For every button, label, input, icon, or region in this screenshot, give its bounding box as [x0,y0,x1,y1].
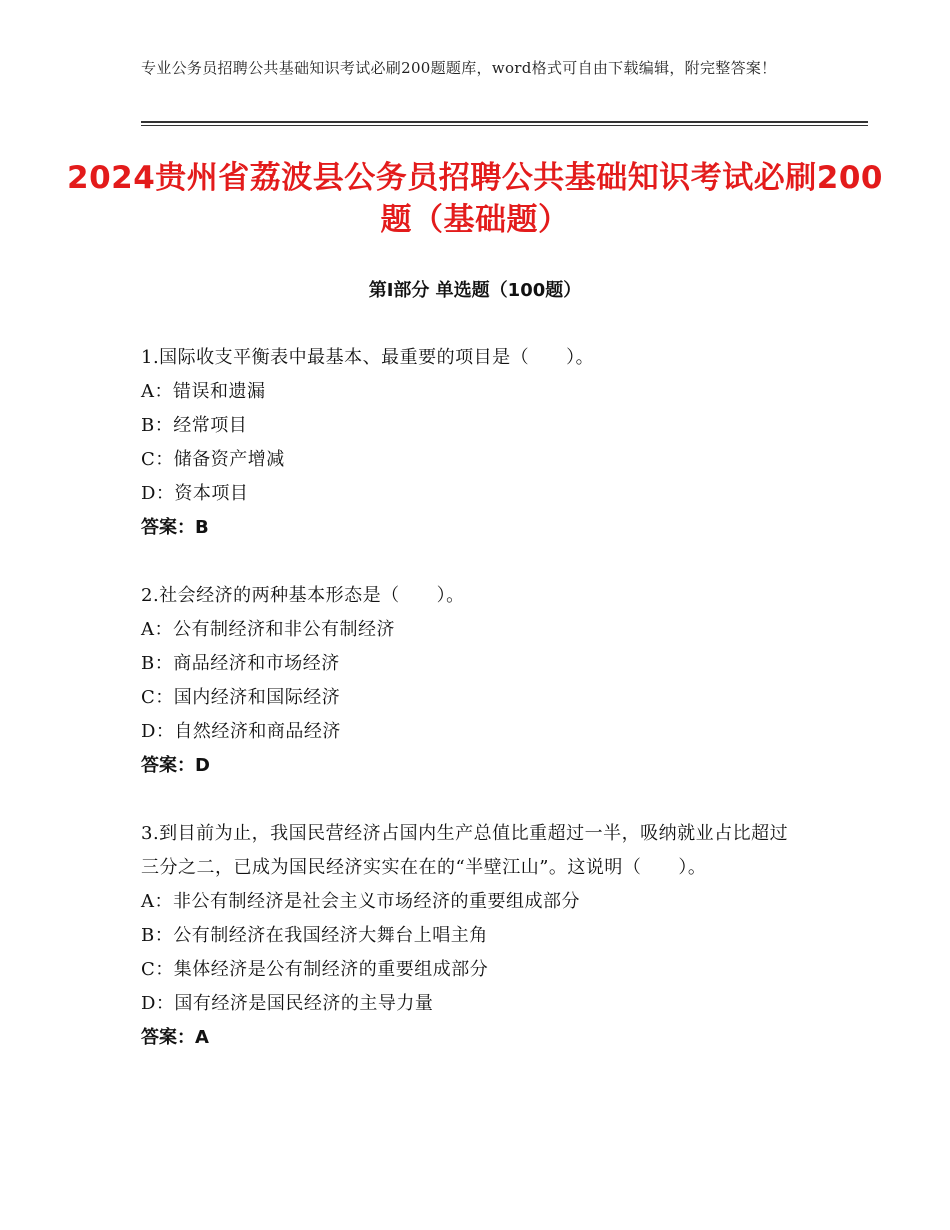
question-stem: 2.社会经济的两种基本形态是（ ）。 [141,585,465,606]
option-a: A：非公有制经济是社会主义市场经济的重要组成部分 [141,891,580,912]
option-b: B：经常项目 [141,415,248,436]
option-c: C：储备资产增减 [141,449,285,470]
header-rule-thick [141,121,868,123]
option-b: B：商品经济和市场经济 [141,653,340,674]
answer-label: 答案： [141,517,195,538]
answer-line [141,1021,806,1055]
option-b: B：公有制经济在我国经济大舞台上唱主角 [141,925,488,946]
document-title: 2024贵州省荔波县公务员招聘公共基础知识考试必刷200题（基础题） [67,160,883,238]
option-a: A：错误和遗漏 [141,381,266,402]
question-2 [141,579,806,783]
option-d: D：国有经济是国民经济的主导力量 [141,993,434,1014]
question-list [141,341,806,1089]
option-c: C：集体经济是公有制经济的重要组成部分 [141,959,489,980]
header-rule-thin [141,125,868,126]
answer-value: D [195,755,210,776]
question-1 [141,341,806,545]
answer-line [141,511,806,545]
option-d: D：自然经济和商品经济 [141,721,341,742]
answer-line [141,749,806,783]
answer-label: 答案： [141,755,195,776]
question-stem: 1.国际收支平衡表中最基本、最重要的项目是（ ）。 [141,347,595,368]
section-heading: 第Ⅰ部分 单选题（100题） [368,280,582,301]
question-stem: 3.到目前为止，我国民营经济占国内生产总值比重超过一半，吸纳就业占比超过三分之二，已成为国民经济实实在在的“半壁江山”。这说明（ ）。 [141,823,789,878]
answer-value: A [195,1027,209,1048]
option-d: D：资本项目 [141,483,249,504]
option-c: C：国内经济和国际经济 [141,687,341,708]
answer-label: 答案： [141,1027,195,1048]
option-a: A：公有制经济和非公有制经济 [141,619,395,640]
answer-value: B [195,517,209,538]
question-3 [141,817,806,1055]
header-note: 专业公务员招聘公共基础知识考试必刷200题题库，word格式可自由下载编辑，附完整答案！ [141,59,777,77]
